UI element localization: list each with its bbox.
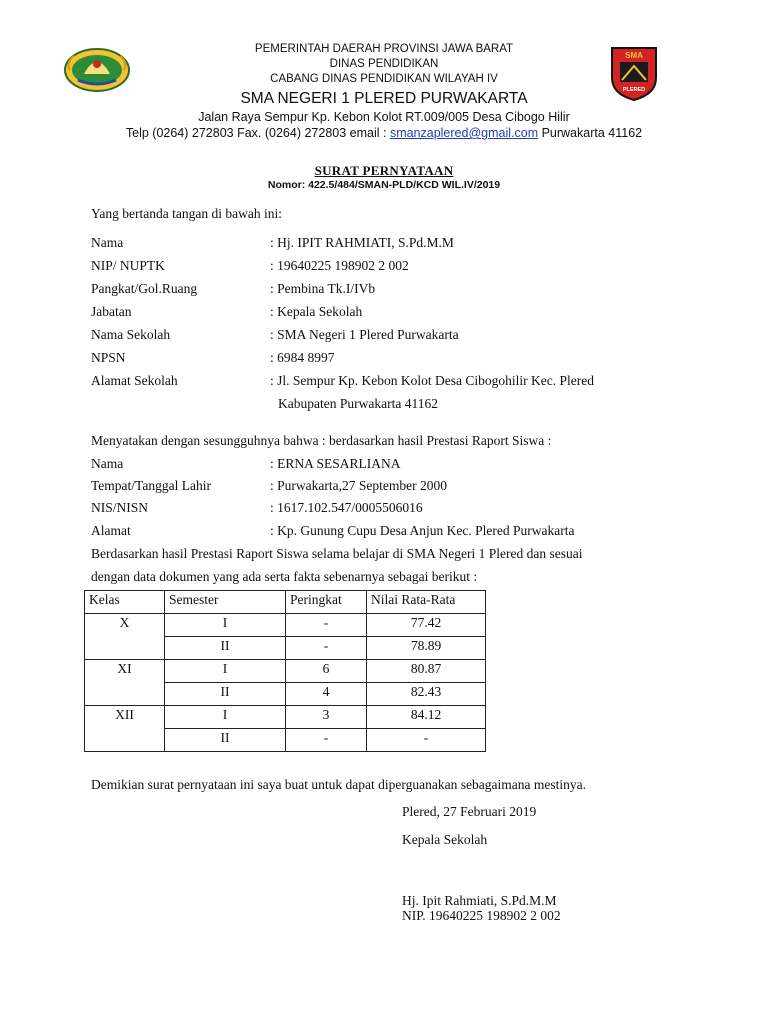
student-value: : Kp. Gunung Cupu Desa Anjun Kec. Plered Purwakarta <box>270 523 575 538</box>
cell-semester: II <box>165 683 286 706</box>
signer-label: Jabatan <box>91 304 132 319</box>
table-row <box>85 614 486 637</box>
header-peringkat: Peringkat <box>286 591 367 614</box>
header-city: Purwakarta 41162 <box>538 126 643 140</box>
cell-peringkat: - <box>286 729 367 752</box>
signer-value: : Hj. IPIT RAHMIATI, S.Pd.M.M <box>270 235 454 250</box>
student-label: Nama <box>91 456 124 471</box>
cell-nilai: 77.42 <box>367 614 486 637</box>
closing-text: Demikian surat pernyataan ini saya buat untuk dapat diperguanakan sebagaimana mestinya. <box>91 777 586 792</box>
cell-kelas: XII <box>85 706 165 752</box>
signer-label: Alamat Sekolah <box>91 373 178 388</box>
basis-text-line2: dengan data dokumen yang ada serta fakta sebenarnya sebagai berikut : <box>91 569 478 584</box>
signer-value: : Pembina Tk.I/IVb <box>270 281 376 296</box>
letter-title: SURAT PERNYATAAN <box>314 163 454 178</box>
cell-kelas: XI <box>85 660 165 706</box>
grades-table <box>84 590 486 752</box>
signer-label: Nama <box>91 235 124 250</box>
signer-label: Nama Sekolah <box>91 327 171 342</box>
signature-name: Hj. Ipit Rahmiati, S.Pd.M.M <box>402 893 557 908</box>
signature-nip: NIP. 19640225 198902 2 002 <box>402 908 561 923</box>
signer-value: : SMA Negeri 1 Plered Purwakarta <box>270 327 459 342</box>
cell-semester: I <box>165 660 286 683</box>
signer-label: Pangkat/Gol.Ruang <box>91 281 198 296</box>
student-value: : ERNA SESARLIANA <box>270 456 401 471</box>
cell-semester: I <box>165 614 286 637</box>
header-nilai: Nilai Rata-Rata <box>367 591 486 614</box>
header-semester: Semester <box>165 591 286 614</box>
signature-position: Kepala Sekolah <box>402 832 488 847</box>
cell-nilai: 84.12 <box>367 706 486 729</box>
student-value: : 1617.102.547/0005506016 <box>270 500 423 515</box>
cell-peringkat: - <box>286 614 367 637</box>
header-branch: CABANG DINAS PENDIDIKAN WILAYAH IV <box>270 73 498 85</box>
cell-semester: I <box>165 706 286 729</box>
logo-text-bottom: PLERED <box>622 87 646 93</box>
cell-nilai: 78.89 <box>367 637 486 660</box>
signer-value: : Kepala Sekolah <box>270 304 363 319</box>
student-label: Alamat <box>91 523 131 538</box>
table-row <box>85 706 486 729</box>
signer-label: NPSN <box>91 350 126 365</box>
cell-nilai: 82.43 <box>367 683 486 706</box>
student-value: : Purwakarta,27 September 2000 <box>270 478 447 493</box>
table-header-row <box>85 591 486 614</box>
cell-semester: II <box>165 729 286 752</box>
signature-place-date: Plered, 27 Februari 2019 <box>402 804 537 819</box>
cell-nilai: 80.87 <box>367 660 486 683</box>
intro-text: Yang bertanda tangan di bawah ini: <box>91 206 282 221</box>
header-department: DINAS PENDIDIKAN <box>329 58 439 70</box>
header-contact <box>0 126 768 140</box>
signer-value: : 6984 8997 <box>270 350 335 365</box>
cell-peringkat: 4 <box>286 683 367 706</box>
cell-peringkat: 6 <box>286 660 367 683</box>
header-government: PEMERINTAH DAERAH PROVINSI JAWA BARAT <box>254 43 514 55</box>
letter-number: Nomor: 422.5/484/SMAN-PLD/KCD WIL.IV/2019 <box>267 179 501 191</box>
header-address: Jalan Raya Sempur Kp. Kebon Kolot RT.009/005 Desa Cibogo Hilir <box>198 110 570 124</box>
statement-text: Menyatakan dengan sesungguhnya bahwa : berdasarkan hasil Prestasi Raport Siswa : <box>91 433 552 448</box>
cell-peringkat: 3 <box>286 706 367 729</box>
signer-value: : Jl. Sempur Kp. Kebon Kolot Desa Cibogohilir Kec. Plered <box>270 373 594 388</box>
cell-peringkat: - <box>286 637 367 660</box>
signer-label: NIP/ NUPTK <box>91 258 165 273</box>
header-kelas: Kelas <box>85 591 165 614</box>
cell-nilai: - <box>367 729 486 752</box>
header-telp: Telp (0264) 272803 Fax. (0264) 272803 email : <box>125 126 390 140</box>
student-label: NIS/NISN <box>91 500 149 515</box>
signer-address-continued: Kabupaten Purwakarta 41162 <box>278 396 438 411</box>
header-school-name: SMA NEGERI 1 PLERED PURWAKARTA <box>240 90 528 107</box>
student-label: Tempat/Tanggal Lahir <box>91 478 211 493</box>
email-link[interactable]: smanzaplered@gmail.com <box>389 126 539 140</box>
basis-text-line1: Berdasarkan hasil Prestasi Raport Siswa selama belajar di SMA Negeri 1 Plered dan sesuai <box>91 546 583 561</box>
cell-semester: II <box>165 637 286 660</box>
cell-kelas: X <box>85 614 165 660</box>
table-row <box>85 660 486 683</box>
signer-value: : 19640225 198902 2 002 <box>270 258 409 273</box>
logo-text-top: SMA <box>625 51 643 60</box>
